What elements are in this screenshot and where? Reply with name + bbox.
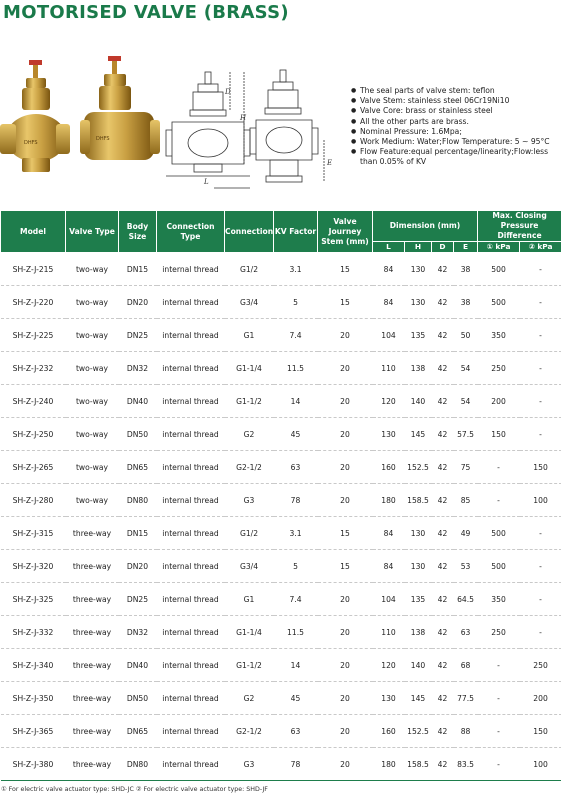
spec-item: ● Work Medium: Water;Flow Temperature: 5 ~ 95°C: [351, 137, 559, 147]
cell-dim-h: 130: [405, 517, 432, 550]
cell-kv-factor: 3.1: [274, 517, 318, 550]
cell-connection-type: internal thread: [157, 253, 225, 286]
cell-valve-journey: 20: [318, 616, 373, 649]
cell-dim-e: 75: [454, 451, 478, 484]
cell-dim-h: 145: [405, 682, 432, 715]
cell-model: SH-Z-J-320: [1, 550, 66, 583]
cell-dim-d: 42: [432, 550, 454, 583]
cell-dim-d: 42: [432, 418, 454, 451]
cell-dim-h: 158.5: [405, 484, 432, 517]
cell-pressure-1: 350: [478, 319, 520, 352]
spec-item: ● Valve Stem: stainless steel 06Cr19Ni10: [351, 96, 559, 106]
cell-connection-type: internal thread: [157, 517, 225, 550]
cell-pressure-1: 500: [478, 286, 520, 319]
cell-model: SH-Z-J-350: [1, 682, 66, 715]
cell-body-size: DN20: [119, 550, 157, 583]
cell-valve-journey: 20: [318, 682, 373, 715]
header-body-size: Body Size: [119, 211, 157, 253]
cell-dim-e: 77.5: [454, 682, 478, 715]
cell-valve-journey: 20: [318, 352, 373, 385]
cell-dim-h: 152.5: [405, 715, 432, 748]
cell-connection-type: internal thread: [157, 286, 225, 319]
cell-pressure-2: -: [520, 286, 561, 319]
header-kv-factor: KV Factor: [274, 211, 318, 253]
cell-connection-type: internal thread: [157, 583, 225, 616]
footnote: ① For electric valve actuator type: SHD-JC ② For electric valve actuator type: SHD-JF: [1, 786, 268, 793]
cell-kv-factor: 11.5: [274, 616, 318, 649]
cell-dim-l: 130: [373, 418, 405, 451]
cell-dim-d: 42: [432, 352, 454, 385]
page-title: MOTORISED VALVE (BRASS): [3, 2, 289, 23]
cell-dim-e: 54: [454, 385, 478, 418]
cell-dim-d: 42: [432, 616, 454, 649]
dimension-letter-h: H: [240, 114, 247, 122]
cell-valve-journey: 15: [318, 550, 373, 583]
cell-connection: G2: [225, 682, 274, 715]
cell-dim-d: 42: [432, 385, 454, 418]
cell-dim-l: 84: [373, 517, 405, 550]
cell-kv-factor: 5: [274, 286, 318, 319]
cell-pressure-1: -: [478, 451, 520, 484]
table-row: [1, 286, 561, 319]
spec-item: ● Nominal Pressure: 1.6Mpa;: [351, 127, 559, 137]
cell-pressure-1: 500: [478, 550, 520, 583]
cell-connection: G1-1/2: [225, 649, 274, 682]
cell-pressure-2: -: [520, 253, 561, 286]
cell-valve-type: three-way: [66, 517, 119, 550]
table-row: [1, 253, 561, 286]
cell-dim-l: 160: [373, 451, 405, 484]
dimension-letter-d: D: [225, 88, 231, 96]
header-connection-type: Connection Type: [157, 211, 225, 253]
cell-valve-journey: 20: [318, 385, 373, 418]
cell-connection: G3/4: [225, 550, 274, 583]
cell-valve-type: three-way: [66, 616, 119, 649]
dimension-letter-l: L: [204, 178, 209, 186]
table-row: [1, 550, 561, 583]
cell-dim-l: 104: [373, 319, 405, 352]
cell-dim-h: 130: [405, 286, 432, 319]
cell-dim-e: 53: [454, 550, 478, 583]
cell-pressure-2: -: [520, 352, 561, 385]
cell-valve-type: two-way: [66, 319, 119, 352]
spec-item: ● Flow Feature:equal percentage/linearity;Flow:less than 0.05% of KV: [351, 147, 559, 167]
cell-valve-journey: 15: [318, 286, 373, 319]
cell-dim-e: 54: [454, 352, 478, 385]
cell-dim-d: 42: [432, 715, 454, 748]
cell-pressure-2: 100: [520, 484, 561, 517]
cell-dim-e: 50: [454, 319, 478, 352]
brass-valve-image-1: [0, 60, 70, 172]
cell-connection-type: internal thread: [157, 616, 225, 649]
cell-dim-l: 84: [373, 253, 405, 286]
cell-connection-type: internal thread: [157, 715, 225, 748]
cell-connection-type: internal thread: [157, 352, 225, 385]
cell-body-size: DN25: [119, 583, 157, 616]
cell-kv-factor: 11.5: [274, 352, 318, 385]
table-row: [1, 616, 561, 649]
table-row: [1, 715, 561, 748]
table-row: [1, 319, 561, 352]
cell-body-size: DN50: [119, 682, 157, 715]
table-row: [1, 583, 561, 616]
header-dim-h: H: [405, 242, 432, 253]
cell-valve-type: two-way: [66, 451, 119, 484]
cell-connection-type: internal thread: [157, 484, 225, 517]
cell-valve-type: two-way: [66, 352, 119, 385]
cell-body-size: DN80: [119, 484, 157, 517]
cell-dim-l: 84: [373, 286, 405, 319]
cell-model: SH-Z-J-250: [1, 418, 66, 451]
cell-dim-e: 64.5: [454, 583, 478, 616]
cell-dim-l: 180: [373, 484, 405, 517]
spec-item: ● All the other parts are brass.: [351, 117, 559, 127]
header-valve-journey: Valve Journey Stem (mm): [318, 211, 373, 253]
header-pressure-1: ① kPa: [478, 242, 520, 253]
table-row: [1, 682, 561, 715]
cell-connection-type: internal thread: [157, 748, 225, 781]
cell-model: SH-Z-J-225: [1, 319, 66, 352]
cell-dim-e: 49: [454, 517, 478, 550]
spec-item: ● The seal parts of valve stem: teflon: [351, 86, 559, 96]
cell-dim-e: 38: [454, 286, 478, 319]
cell-pressure-1: -: [478, 649, 520, 682]
cell-valve-journey: 20: [318, 451, 373, 484]
cell-valve-type: three-way: [66, 715, 119, 748]
cell-valve-type: three-way: [66, 583, 119, 616]
cell-kv-factor: 78: [274, 748, 318, 781]
cell-kv-factor: 14: [274, 385, 318, 418]
cell-dim-e: 83.5: [454, 748, 478, 781]
cell-dim-h: 135: [405, 319, 432, 352]
cell-body-size: DN65: [119, 715, 157, 748]
cell-model: SH-Z-J-380: [1, 748, 66, 781]
spec-list: [351, 86, 559, 168]
cell-dim-d: 42: [432, 682, 454, 715]
cell-connection: G1/2: [225, 517, 274, 550]
cell-valve-type: two-way: [66, 253, 119, 286]
cell-pressure-1: -: [478, 715, 520, 748]
cell-dim-d: 42: [432, 319, 454, 352]
cell-connection-type: internal thread: [157, 649, 225, 682]
cell-kv-factor: 63: [274, 715, 318, 748]
cell-valve-journey: 20: [318, 715, 373, 748]
cell-model: SH-Z-J-220: [1, 286, 66, 319]
header-valve-type: Valve Type: [66, 211, 119, 253]
valve-brand-label-2: DHFS: [96, 136, 110, 142]
cell-body-size: DN50: [119, 418, 157, 451]
cell-connection-type: internal thread: [157, 451, 225, 484]
cell-connection: G3: [225, 748, 274, 781]
cell-connection-type: internal thread: [157, 319, 225, 352]
cell-connection-type: internal thread: [157, 385, 225, 418]
cell-dim-e: 85: [454, 484, 478, 517]
valve-brand-label-1: DHFS: [24, 140, 38, 146]
cell-dim-h: 130: [405, 253, 432, 286]
cell-connection: G1: [225, 319, 274, 352]
cell-valve-journey: 15: [318, 253, 373, 286]
cell-pressure-1: 200: [478, 385, 520, 418]
cell-kv-factor: 45: [274, 418, 318, 451]
cell-pressure-1: 150: [478, 418, 520, 451]
cell-model: SH-Z-J-232: [1, 352, 66, 385]
header-connection: Connection: [225, 211, 274, 253]
cell-dim-l: 120: [373, 649, 405, 682]
cell-pressure-2: -: [520, 616, 561, 649]
cell-model: SH-Z-J-340: [1, 649, 66, 682]
cell-kv-factor: 14: [274, 649, 318, 682]
cell-pressure-2: -: [520, 385, 561, 418]
cell-body-size: DN80: [119, 748, 157, 781]
cell-dim-h: 140: [405, 649, 432, 682]
cell-connection: G1/2: [225, 253, 274, 286]
cell-model: SH-Z-J-365: [1, 715, 66, 748]
cell-valve-journey: 20: [318, 418, 373, 451]
cell-dim-h: 145: [405, 418, 432, 451]
cell-connection: G1-1/4: [225, 352, 274, 385]
cell-body-size: DN32: [119, 616, 157, 649]
spec-table-body: [1, 253, 561, 781]
cell-kv-factor: 7.4: [274, 583, 318, 616]
header-dimension: Dimension (mm): [373, 211, 478, 242]
cell-pressure-1: 500: [478, 517, 520, 550]
cell-dim-h: 130: [405, 550, 432, 583]
cell-valve-journey: 20: [318, 484, 373, 517]
table-row: [1, 484, 561, 517]
cell-valve-type: three-way: [66, 550, 119, 583]
header-pressure: Max. Closing Pressure Difference: [478, 211, 561, 242]
cell-valve-type: two-way: [66, 418, 119, 451]
cell-model: SH-Z-J-325: [1, 583, 66, 616]
table-row: [1, 451, 561, 484]
cell-dim-h: 135: [405, 583, 432, 616]
cell-kv-factor: 78: [274, 484, 318, 517]
product-illustrations: [0, 50, 345, 200]
cell-dim-h: 152.5: [405, 451, 432, 484]
cell-model: SH-Z-J-215: [1, 253, 66, 286]
cell-dim-h: 138: [405, 616, 432, 649]
cell-model: SH-Z-J-240: [1, 385, 66, 418]
cell-body-size: DN40: [119, 385, 157, 418]
cell-dim-e: 63: [454, 616, 478, 649]
cell-pressure-1: 250: [478, 352, 520, 385]
cell-dim-d: 42: [432, 286, 454, 319]
cell-valve-type: two-way: [66, 385, 119, 418]
cell-dim-e: 88: [454, 715, 478, 748]
cell-connection: G2-1/2: [225, 715, 274, 748]
cell-pressure-1: 250: [478, 616, 520, 649]
cell-body-size: DN65: [119, 451, 157, 484]
cell-body-size: DN40: [119, 649, 157, 682]
cell-dim-l: 130: [373, 682, 405, 715]
brass-valve-image-2: [80, 56, 160, 160]
cell-kv-factor: 7.4: [274, 319, 318, 352]
cell-connection-type: internal thread: [157, 682, 225, 715]
cell-pressure-2: 150: [520, 451, 561, 484]
cell-pressure-1: -: [478, 748, 520, 781]
cell-pressure-2: -: [520, 583, 561, 616]
header-dim-e: E: [454, 242, 478, 253]
cell-valve-journey: 20: [318, 319, 373, 352]
cell-kv-factor: 5: [274, 550, 318, 583]
header-dim-d: D: [432, 242, 454, 253]
cell-model: SH-Z-J-332: [1, 616, 66, 649]
cell-valve-type: three-way: [66, 748, 119, 781]
cell-kv-factor: 45: [274, 682, 318, 715]
cell-pressure-1: -: [478, 682, 520, 715]
cell-dim-d: 42: [432, 748, 454, 781]
cell-valve-journey: 20: [318, 649, 373, 682]
cell-model: SH-Z-J-280: [1, 484, 66, 517]
cell-dim-h: 138: [405, 352, 432, 385]
cell-connection: G1-1/4: [225, 616, 274, 649]
cell-pressure-2: -: [520, 319, 561, 352]
cell-dim-d: 42: [432, 583, 454, 616]
cell-dim-d: 42: [432, 451, 454, 484]
cell-body-size: DN15: [119, 517, 157, 550]
header-model: Model: [1, 211, 66, 253]
cell-pressure-2: 250: [520, 649, 561, 682]
cell-dim-e: 38: [454, 253, 478, 286]
cell-body-size: DN25: [119, 319, 157, 352]
cell-valve-type: two-way: [66, 484, 119, 517]
cell-connection: G2-1/2: [225, 451, 274, 484]
cell-dim-h: 158.5: [405, 748, 432, 781]
header-dim-l: L: [373, 242, 405, 253]
cell-dim-d: 42: [432, 484, 454, 517]
cell-dim-l: 104: [373, 583, 405, 616]
cell-pressure-2: -: [520, 550, 561, 583]
cell-kv-factor: 63: [274, 451, 318, 484]
table-row: [1, 385, 561, 418]
cell-dim-e: 57.5: [454, 418, 478, 451]
cell-dim-h: 140: [405, 385, 432, 418]
cell-valve-journey: 20: [318, 748, 373, 781]
cell-body-size: DN15: [119, 253, 157, 286]
table-row: [1, 649, 561, 682]
cell-kv-factor: 3.1: [274, 253, 318, 286]
spec-table: [0, 210, 561, 781]
cell-pressure-2: -: [520, 418, 561, 451]
dimension-letter-e: E: [327, 159, 333, 167]
cell-pressure-2: 200: [520, 682, 561, 715]
cell-model: SH-Z-J-265: [1, 451, 66, 484]
cell-valve-type: two-way: [66, 286, 119, 319]
cell-model: SH-Z-J-315: [1, 517, 66, 550]
cell-dim-l: 110: [373, 352, 405, 385]
cell-pressure-1: -: [478, 484, 520, 517]
table-row: [1, 748, 561, 781]
table-row: [1, 418, 561, 451]
cell-pressure-1: 500: [478, 253, 520, 286]
cell-dim-e: 68: [454, 649, 478, 682]
cell-connection: G2: [225, 418, 274, 451]
cell-connection-type: internal thread: [157, 550, 225, 583]
cell-body-size: DN20: [119, 286, 157, 319]
cell-valve-journey: 15: [318, 517, 373, 550]
cell-connection: G3: [225, 484, 274, 517]
table-row: [1, 517, 561, 550]
cell-connection: G3/4: [225, 286, 274, 319]
cell-valve-journey: 20: [318, 583, 373, 616]
cell-connection: G1-1/2: [225, 385, 274, 418]
two-way-valve-drawing: [166, 72, 250, 188]
cell-pressure-2: 100: [520, 748, 561, 781]
cell-body-size: DN32: [119, 352, 157, 385]
cell-dim-d: 42: [432, 649, 454, 682]
cell-connection-type: internal thread: [157, 418, 225, 451]
table-row: [1, 352, 561, 385]
cell-dim-l: 110: [373, 616, 405, 649]
three-way-valve-drawing: [250, 70, 324, 182]
cell-valve-type: three-way: [66, 682, 119, 715]
cell-pressure-2: 150: [520, 715, 561, 748]
cell-dim-l: 120: [373, 385, 405, 418]
cell-pressure-2: -: [520, 517, 561, 550]
spec-item: ● Valve Core: brass or stainless steel: [351, 106, 559, 116]
cell-pressure-1: 350: [478, 583, 520, 616]
cell-dim-d: 42: [432, 253, 454, 286]
cell-dim-d: 42: [432, 517, 454, 550]
header-pressure-2: ② kPa: [520, 242, 561, 253]
cell-connection: G1: [225, 583, 274, 616]
cell-valve-type: three-way: [66, 649, 119, 682]
cell-dim-l: 160: [373, 715, 405, 748]
cell-dim-l: 180: [373, 748, 405, 781]
cell-dim-l: 84: [373, 550, 405, 583]
